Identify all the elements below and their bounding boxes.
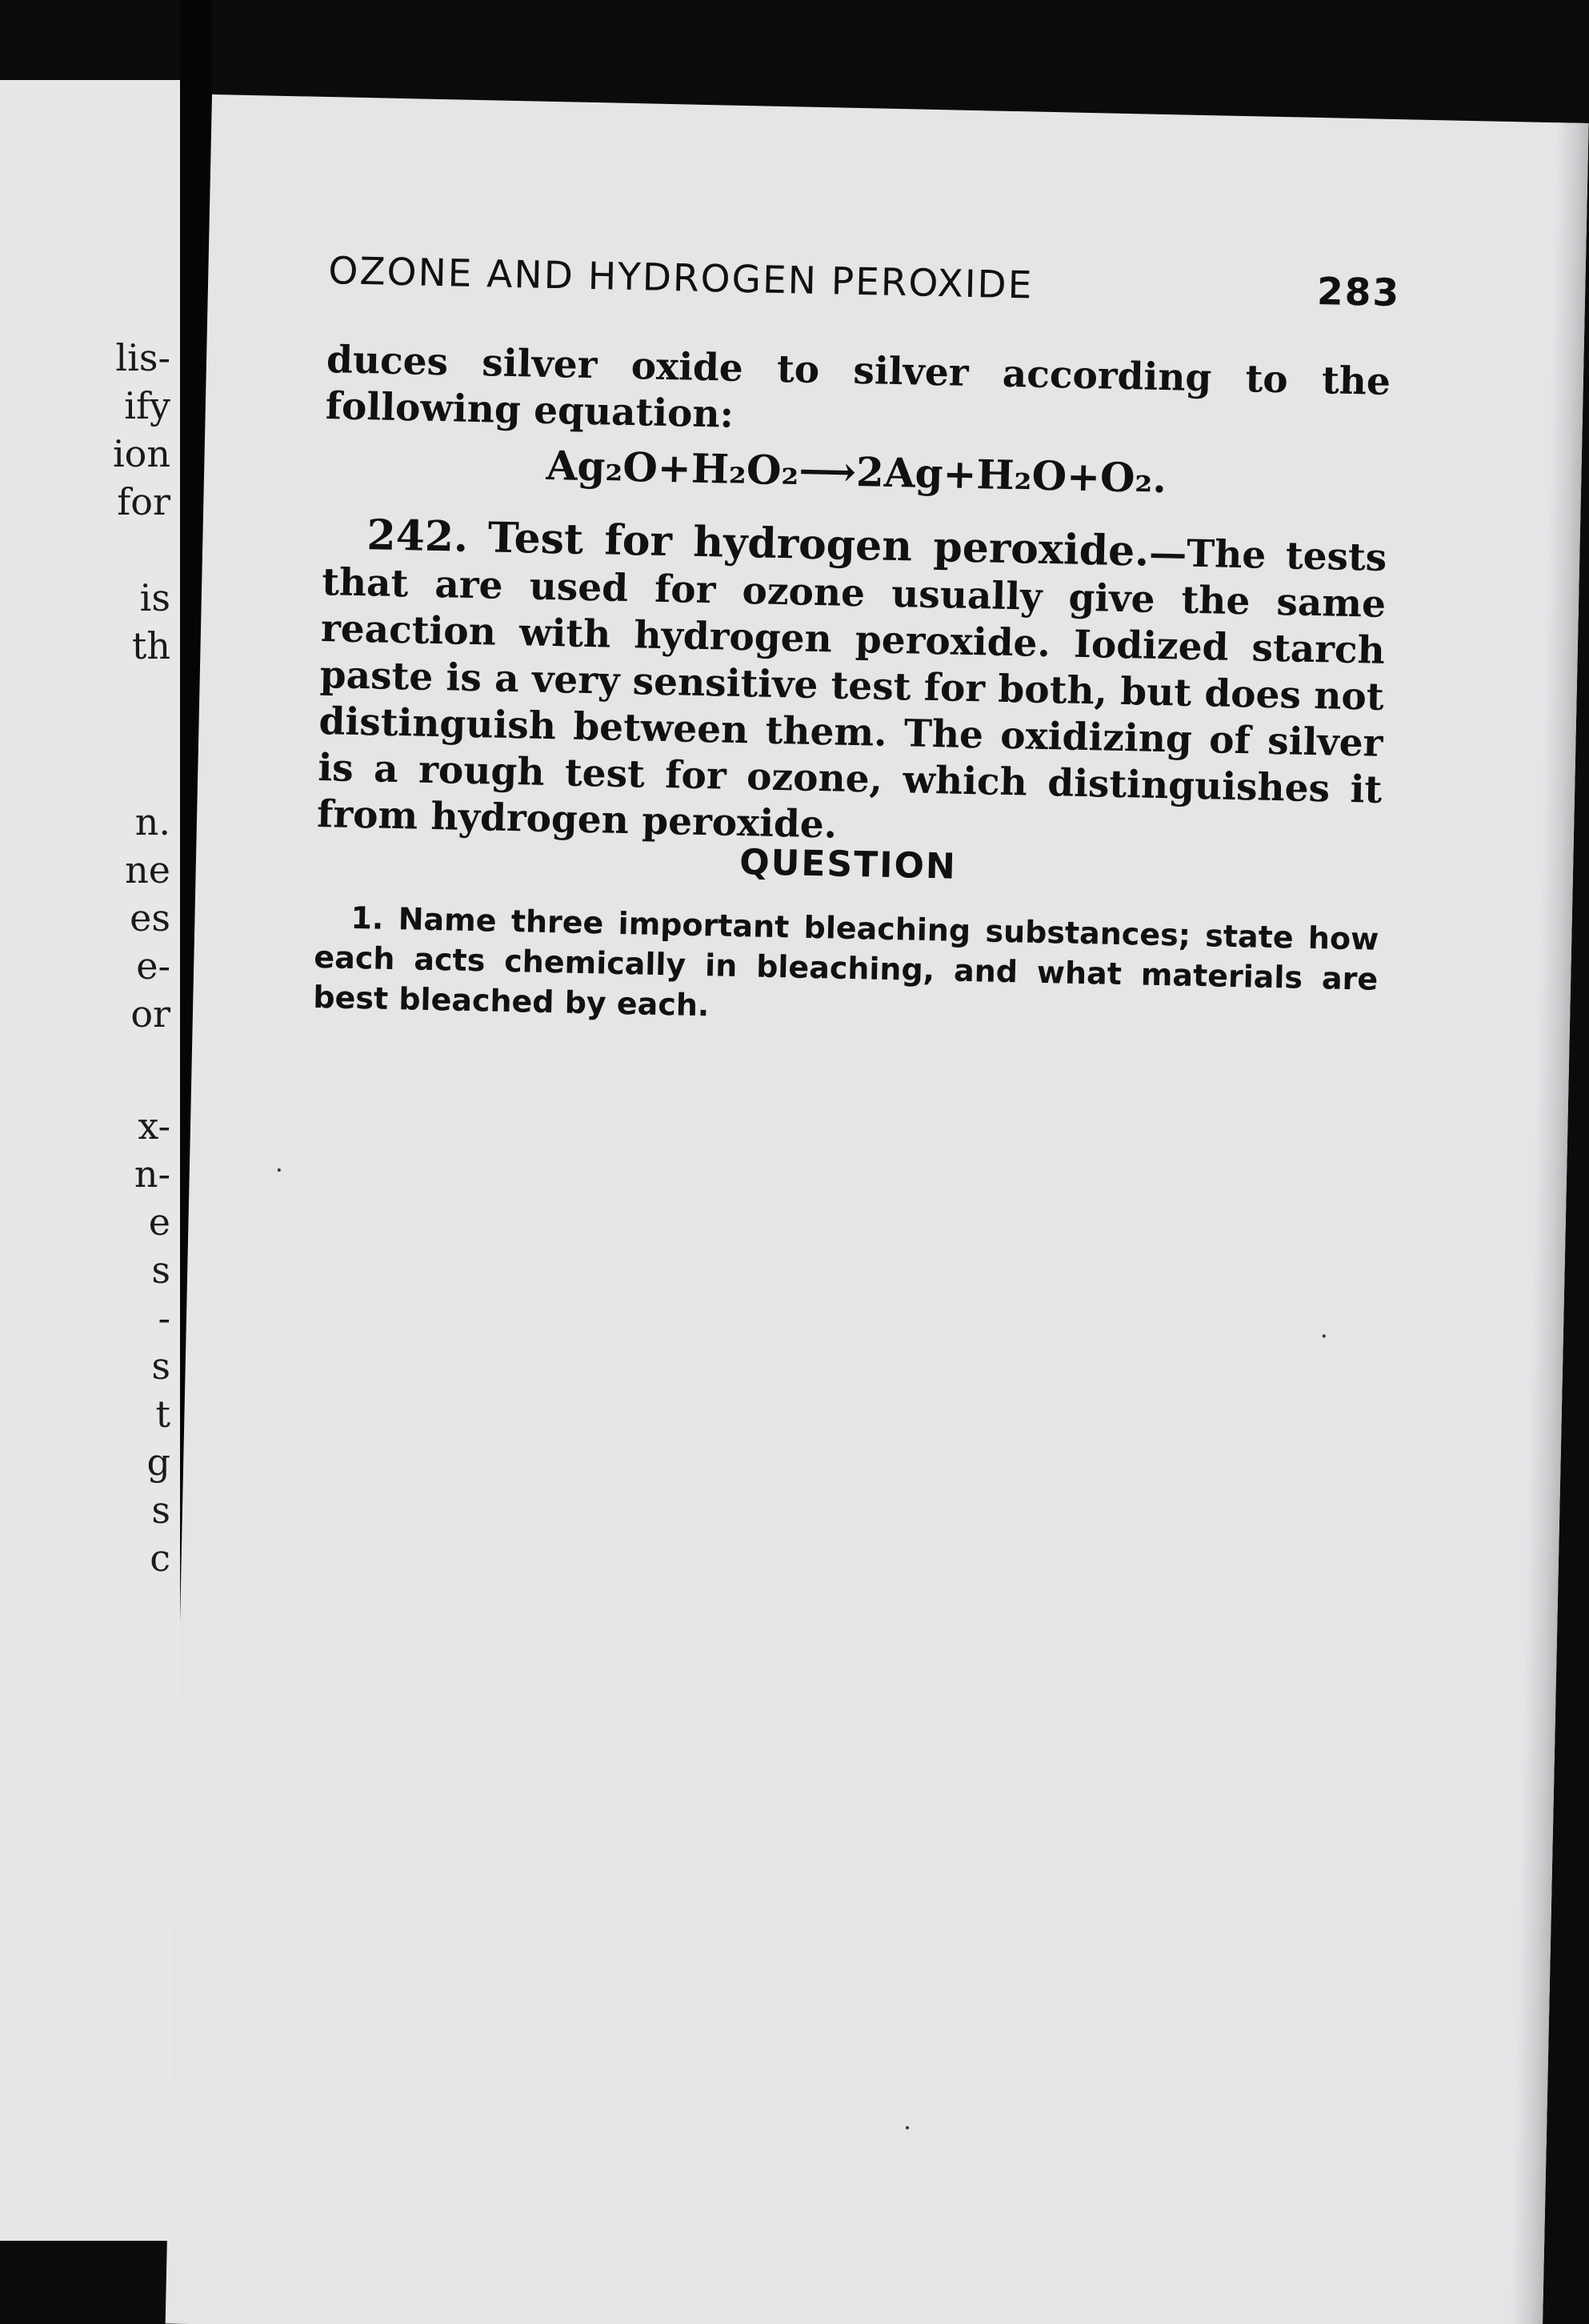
question-heading: QUESTION xyxy=(738,842,958,888)
section-text: —The tests that are used for ozone usually give the same reaction with hydrogen peroxide. Iodized starch paste is a very sensitive test for both, but does not distinguish between them. The oxidizing of silver is a rough test for ozone, which distinguishes it from hydrogen peroxide. xyxy=(316,531,1387,847)
left-page-fragment: th xyxy=(131,624,170,667)
section-number: 242. xyxy=(366,511,469,562)
left-page-fragment: lis- xyxy=(115,336,170,379)
question-item xyxy=(313,897,1379,1040)
left-page-fragment: s xyxy=(151,1344,170,1388)
section-paragraph xyxy=(317,511,1387,860)
left-facing-page xyxy=(0,80,180,2241)
section-title: Test for hydrogen peroxide. xyxy=(487,513,1150,576)
left-page-fragment: ify xyxy=(124,384,170,427)
paper-speck xyxy=(906,2126,909,2130)
paper-speck xyxy=(278,1168,281,1172)
book-page xyxy=(166,94,1589,2324)
left-page-fragment: t xyxy=(155,1392,170,1436)
continued-paragraph: duces silver oxide to silver according to the following equation: xyxy=(325,338,1391,437)
left-page-fragment: ne xyxy=(125,848,170,892)
left-page-fragment: x- xyxy=(138,1104,170,1148)
left-page-fragment: c xyxy=(150,1537,170,1580)
left-page-fragment: s xyxy=(151,1248,170,1292)
question-text: Name three important bleaching substances; state how each acts chemically in bleaching, and what materials are best bleached by each. xyxy=(312,901,1379,1024)
question-number: 1. xyxy=(350,900,384,936)
left-page-fragment: es xyxy=(130,896,170,940)
left-page-fragment: n- xyxy=(134,1152,170,1196)
left-page-fragment: s xyxy=(151,1489,170,1532)
left-page-fragment: e xyxy=(148,1200,170,1244)
left-page-fragment: is xyxy=(139,576,170,619)
left-page-fragment: or xyxy=(130,992,170,1036)
left-page-fragment: g xyxy=(146,1440,170,1484)
chemical-equation: Ag₂O+H₂O₂⟶2Ag+H₂O+O₂. xyxy=(546,441,1167,503)
running-head-title: OZONE AND HYDROGEN PEROXIDE xyxy=(327,249,1034,308)
left-page-fragment: e- xyxy=(136,944,170,988)
running-head xyxy=(327,249,1401,316)
left-page-fragment: n. xyxy=(134,800,170,843)
page-number: 283 xyxy=(1316,269,1401,316)
page-edge-shadow xyxy=(1510,122,1588,2324)
left-page-fragment: for xyxy=(117,480,170,523)
paper-speck xyxy=(1323,1334,1326,1337)
left-page-fragment: - xyxy=(158,1296,170,1340)
left-page-fragment: ion xyxy=(112,432,170,475)
